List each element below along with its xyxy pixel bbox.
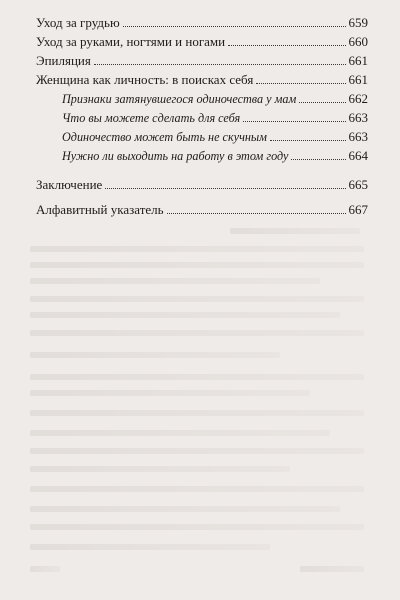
bleed-through-line [30, 466, 290, 472]
toc-entry-page: 660 [348, 34, 368, 49]
toc-subentry [36, 147, 368, 165]
toc-entry-page: 665 [348, 177, 368, 192]
bleed-through-line [30, 448, 364, 454]
bleed-through-line [30, 430, 330, 436]
bleed-through-line [30, 296, 364, 302]
bleed-through-line [30, 544, 270, 550]
bleed-through-line [30, 312, 340, 318]
bleed-through-line [300, 566, 364, 572]
dot-leader [270, 140, 346, 141]
toc-entry-page: 661 [348, 53, 368, 68]
toc-entry-title: Уход за руками, ногтями и ногами [36, 34, 226, 49]
bleed-through-line [30, 410, 364, 416]
toc-subentry-page: 664 [348, 148, 368, 163]
bleed-through-line [30, 352, 280, 358]
dot-leader [299, 102, 345, 103]
toc-subentry [36, 90, 368, 108]
bleed-through-line [230, 228, 360, 234]
dot-leader [105, 188, 345, 189]
dot-leader [291, 159, 345, 160]
toc-entry-title: Алфавитный указатель [36, 202, 164, 217]
toc-subentry-title: Что вы можете сделать для себя [62, 111, 241, 125]
bleed-through-line [30, 330, 364, 336]
toc-entry-title: Заключение [36, 177, 103, 192]
toc-entry [36, 176, 368, 194]
bleed-through-line [30, 524, 364, 530]
toc-entry [36, 201, 368, 219]
bleed-through-line [30, 278, 320, 284]
toc-entry-page: 659 [348, 15, 368, 30]
toc-entry-page: 661 [348, 72, 368, 87]
dot-leader [167, 213, 346, 214]
toc-entry [36, 14, 368, 32]
bleed-through-line [30, 566, 60, 572]
bleed-through-line [30, 506, 340, 512]
dot-leader [228, 45, 345, 46]
toc-subentry-title: Одиночество может быть не скучным [62, 130, 267, 144]
dot-leader [256, 83, 345, 84]
toc-subentry-title: Признаки затянувшегося одиночества у мам [62, 92, 297, 106]
toc-subentry [36, 128, 368, 146]
dot-leader [123, 26, 346, 27]
bleed-through-line [30, 262, 364, 268]
toc-entry-title: Эпиляция [36, 53, 91, 68]
toc-entry-title: Женщина как личность: в поисках себя [36, 72, 254, 87]
toc-entry-page: 667 [348, 202, 368, 217]
toc-subentry-page: 663 [348, 110, 368, 125]
bleed-through-line [30, 486, 364, 492]
dot-leader [243, 121, 345, 122]
toc-subentry-page: 662 [348, 91, 368, 106]
bleed-through-line [30, 246, 364, 252]
toc-subentry [36, 109, 368, 127]
toc-subentry-page: 663 [348, 129, 368, 144]
toc-entry [36, 71, 368, 89]
bleed-through-line [30, 374, 364, 380]
dot-leader [94, 64, 346, 65]
toc-entry-title: Уход за грудью [36, 15, 120, 30]
toc-subentry-title: Нужно ли выходить на работу в этом году [62, 149, 289, 163]
toc-entry [36, 33, 368, 51]
toc-entry [36, 52, 368, 70]
bleed-through-line [30, 390, 310, 396]
